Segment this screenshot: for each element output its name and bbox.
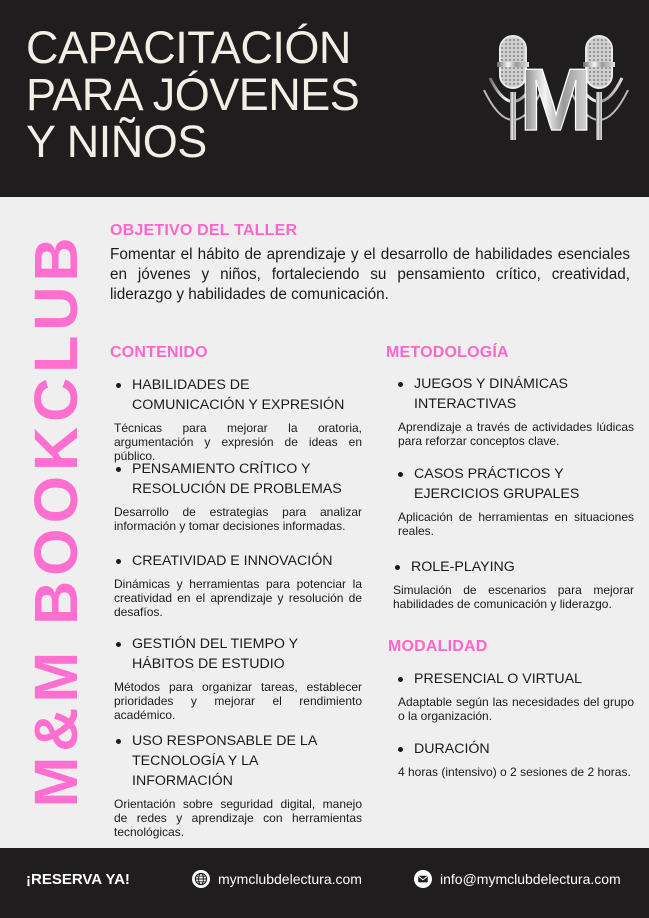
reserve-cta: ¡RESERVA YA! bbox=[26, 871, 130, 888]
list-item bbox=[392, 374, 634, 448]
bullet-icon bbox=[116, 739, 121, 744]
item-title: DURACIÓN bbox=[392, 739, 634, 759]
bullet-icon bbox=[398, 472, 403, 477]
item-title: GESTIÓN DEL TIEMPO Y HÁBITOS DE ESTUDIO bbox=[110, 634, 362, 674]
item-title: HABILIDADES DE COMUNICACIÓN Y EXPRESIÓN bbox=[110, 375, 362, 415]
sidebar-title bbox=[22, 200, 90, 840]
item-description: Simulación de escenarios para mejorar habilidades de comunicación y liderazgo. bbox=[393, 583, 634, 611]
methodology-heading: METODOLOGÍA bbox=[386, 344, 509, 361]
bullet-icon bbox=[398, 677, 403, 682]
item-description: Adaptable según las necesidades del grupo o la organización. bbox=[398, 695, 634, 723]
item-description: Aplicación de herramientas en situaciones reales. bbox=[398, 510, 634, 538]
item-title: PENSAMIENTO CRÍTICO Y RESOLUCIÓN DE PROBLEMAS bbox=[110, 459, 362, 499]
objective-heading: OBJETIVO DEL TALLER bbox=[110, 222, 298, 239]
bullet-icon bbox=[116, 383, 121, 388]
page-title bbox=[26, 24, 426, 165]
bullet-icon bbox=[395, 565, 400, 570]
microphones-logo-icon bbox=[476, 30, 636, 155]
bullet-icon bbox=[398, 382, 403, 387]
modality-heading: MODALIDAD bbox=[388, 638, 488, 655]
item-description: Orientación sobre seguridad digital, manejo de redes y aprendizaje con herramientas tecnológicas. bbox=[114, 797, 362, 839]
email-contact[interactable] bbox=[414, 870, 621, 888]
item-description: Métodos para organizar tareas, establecer prioridades y mejorar el rendimiento académico. bbox=[114, 680, 362, 722]
item-title: CASOS PRÁCTICOS Y EJERCICIOS GRUPALES bbox=[392, 464, 634, 504]
bullet-icon bbox=[116, 642, 121, 647]
list-item bbox=[389, 557, 634, 611]
website-link[interactable]: mymclubdelectura.com bbox=[218, 871, 362, 887]
item-description: Técnicas para mejorar la oratoria, argumentación y expresión de ideas en público. bbox=[114, 421, 362, 463]
item-description: 4 horas (intensivo) o 2 sesiones de 2 horas. bbox=[398, 765, 631, 779]
title-line: Y NIÑOS bbox=[26, 116, 207, 167]
mail-icon bbox=[414, 870, 432, 888]
item-title: JUEGOS Y DINÁMICAS INTERACTIVAS bbox=[392, 374, 634, 414]
list-item bbox=[110, 459, 362, 533]
title-line: CAPACITACIÓN bbox=[26, 22, 351, 73]
list-item bbox=[110, 551, 362, 619]
item-title: USO RESPONSABLE DE LA TECNOLOGÍA Y LA INFORMACIÓN bbox=[110, 731, 362, 791]
logo-letter: M bbox=[519, 50, 593, 149]
sidebar-title-text: M&M BOOKCLUB bbox=[22, 232, 90, 808]
list-item bbox=[110, 634, 362, 722]
item-title: PRESENCIAL O VIRTUAL bbox=[392, 669, 634, 689]
content-heading: CONTENIDO bbox=[110, 344, 208, 361]
list-item bbox=[392, 464, 634, 538]
list-item bbox=[110, 375, 362, 463]
list-item bbox=[392, 669, 634, 723]
bullet-icon bbox=[116, 559, 121, 564]
bullet-icon bbox=[398, 747, 403, 752]
item-description: Aprendizaje a través de actividades lúdicas para reforzar conceptos clave. bbox=[398, 420, 634, 448]
bullet-icon bbox=[116, 467, 121, 472]
item-description: Desarrollo de estrategias para analizar información y tomar decisiones informadas. bbox=[114, 505, 362, 533]
item-title: ROLE-PLAYING bbox=[389, 557, 634, 577]
website-contact[interactable] bbox=[192, 870, 362, 888]
list-item bbox=[110, 731, 362, 839]
title-line: PARA JÓVENES bbox=[26, 69, 360, 120]
objective-text: Fomentar el hábito de aprendizaje y el desarrollo de habilidades esenciales en jóvenes y niños, fortaleciendo su pensamiento crítico, creatividad, liderazgo y habilidades de comunicación. bbox=[110, 246, 630, 303]
item-description: Dinámicas y herramientas para potenciar la creatividad en el aprendizaje y resolución de desafíos. bbox=[114, 577, 362, 619]
footer-band bbox=[0, 848, 649, 918]
item-title: CREATIVIDAD E INNOVACIÓN bbox=[110, 551, 362, 571]
header-band bbox=[0, 0, 649, 197]
globe-icon bbox=[192, 870, 210, 888]
list-item bbox=[392, 739, 634, 779]
email-link[interactable]: info@mymclubdelectura.com bbox=[440, 871, 621, 887]
